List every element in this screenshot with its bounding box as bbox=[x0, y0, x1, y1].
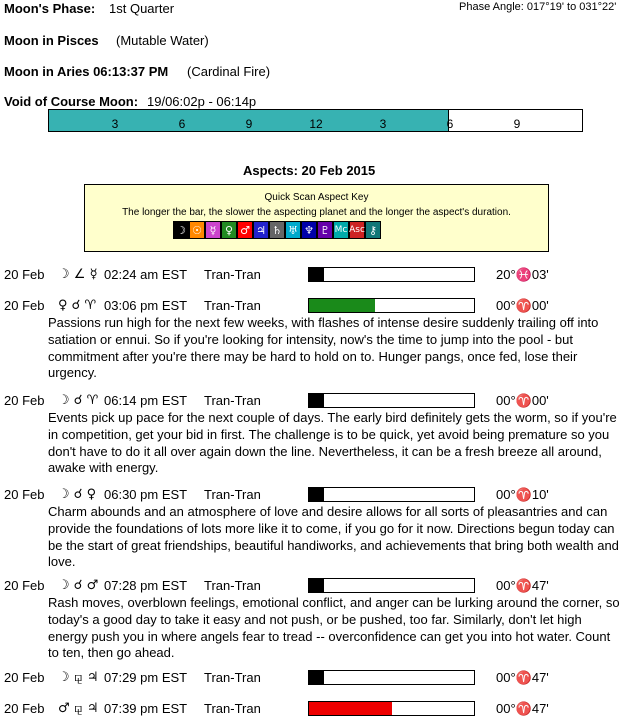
aspect-duration-bar bbox=[308, 298, 475, 313]
phase-angle: Phase Angle: 017°19' to 031°22' bbox=[459, 1, 617, 13]
aspect-position: 00°♈00' bbox=[496, 393, 549, 408]
aspect-duration-fill bbox=[309, 299, 375, 312]
aspect-description: Charm abounds and an atmosphere of love and desire allows for all sorts of pleasantries and can provide the foundations of lots more like it to come, if you go for it now. Directions begun today can be the start of great friendships, beautiful handiworks, and achievements that bring both wealth and love. bbox=[48, 504, 619, 570]
aspect-type: Tran-Tran bbox=[204, 393, 261, 408]
aspect-time: 03:06 pm EST bbox=[104, 298, 188, 313]
aspect-duration-bar bbox=[308, 393, 475, 408]
aspect-position: 20°♓03' bbox=[496, 267, 549, 282]
moon-sign-label: Moon in Pisces bbox=[4, 33, 99, 48]
aspect-date: 20 Feb bbox=[4, 670, 45, 685]
chiron-icon: ⚷ bbox=[365, 221, 381, 239]
aspect-row bbox=[4, 267, 624, 283]
aspect-duration-fill bbox=[309, 579, 324, 592]
aspect-type: Tran-Tran bbox=[204, 670, 261, 685]
void-label: Void of Course Moon: bbox=[4, 94, 139, 109]
aspect-date: 20 Feb bbox=[4, 298, 45, 313]
aspect-position: 00°♈47' bbox=[496, 701, 549, 716]
aspect-duration-bar bbox=[308, 267, 475, 282]
aspect-glyphs: ☽ ☌ ♂ bbox=[58, 578, 99, 593]
aspect-row bbox=[4, 670, 624, 686]
mars-icon: ♂ bbox=[237, 221, 253, 239]
aspect-description: Rash moves, overblown feelings, emotional conflict, and anger can be lurking around the corner, so today's a good day to take it easy and not push, or be pushed, too far. Similarly, don't let high energy push you in where angels fear to tread -- overconfidence can get you into hot water. Count to ten, then go ahead. bbox=[48, 595, 620, 661]
aspect-duration-fill bbox=[309, 702, 392, 715]
aspect-time: 07:39 pm EST bbox=[104, 701, 188, 716]
aspect-position: 00°♈47' bbox=[496, 578, 549, 593]
aspect-time: 06:14 pm EST bbox=[104, 393, 188, 408]
aspect-duration-bar bbox=[308, 487, 475, 502]
jupiter-icon: ♃ bbox=[253, 221, 269, 239]
aspect-glyphs: ☽ ☌ ♈ bbox=[58, 393, 99, 408]
phase-value: 1st Quarter bbox=[109, 1, 175, 16]
phase-label: Moon's Phase: bbox=[4, 1, 96, 16]
aspect-description: Events pick up pace for the next couple of days. The early bird definitely gets the worm, so if you're in competition, get your bid in first. The challenge is to be quick, yet avoid being premature so you don't have to do it all over again down the line. Nevertheless, it can be a fresh breeze all around, awake with energy. bbox=[48, 410, 617, 476]
sun-icon: ☉ bbox=[189, 221, 205, 239]
void-bar-tick: 6 bbox=[178, 117, 186, 131]
moon-icon: ☽ bbox=[173, 221, 189, 239]
aspect-duration-bar bbox=[308, 701, 475, 716]
aspect-duration-bar bbox=[308, 670, 475, 685]
aspect-time: 06:30 pm EST bbox=[104, 487, 188, 502]
aspect-row bbox=[4, 701, 624, 717]
aspect-key-subtitle: The longer the bar, the slower the aspecting planet and the longer the aspect's duration. bbox=[122, 207, 511, 218]
aspect-duration-fill bbox=[309, 488, 324, 501]
uranus-icon: ♅ bbox=[285, 221, 301, 239]
aspect-duration-bar bbox=[308, 578, 475, 593]
aspect-position: 00°♈00' bbox=[496, 298, 549, 313]
void-bar-tick: 6 bbox=[446, 117, 454, 131]
ascendant-icon: Asc bbox=[349, 221, 365, 239]
aspect-date: 20 Feb bbox=[4, 487, 45, 502]
aspect-key-box bbox=[84, 184, 549, 252]
void-bar-tick: 12 bbox=[309, 117, 323, 131]
aspect-duration-fill bbox=[309, 394, 324, 407]
aspect-glyphs: ☽ ☌ ♀ bbox=[58, 487, 97, 502]
aspect-type: Tran-Tran bbox=[204, 578, 261, 593]
aspect-type: Tran-Tran bbox=[204, 487, 261, 502]
aspect-duration-fill bbox=[309, 268, 324, 281]
moon-sign-element: (Mutable Water) bbox=[116, 33, 209, 48]
aspect-row bbox=[4, 298, 624, 314]
mercury-icon: ☿ bbox=[205, 221, 221, 239]
aspect-glyphs: ♀ ☌ ♈ bbox=[58, 298, 97, 313]
aspect-row bbox=[4, 487, 624, 503]
aspect-date: 20 Feb bbox=[4, 267, 45, 282]
venus-icon: ♀ bbox=[221, 221, 237, 239]
void-value: 19/06:02p - 06:14p bbox=[147, 94, 257, 109]
aspect-type: Tran-Tran bbox=[204, 267, 261, 282]
void-bar-tick: 9 bbox=[245, 117, 253, 131]
aspect-description: Passions run high for the next few weeks, with flashes of intense desire suddenly trailing off into satiation or ennui. So if you're looking for intensity, now's the time to jump into the pool - but commitment after you're there may be hard to hold on to. Hunger pangs, once fed, lose their urgency. bbox=[48, 315, 599, 381]
aspects-title: Aspects: 20 Feb 2015 bbox=[243, 163, 376, 178]
aspect-row bbox=[4, 578, 624, 594]
moon-ingress-element: (Cardinal Fire) bbox=[187, 64, 271, 79]
aspect-glyphs: ☽ ∠ ☿ bbox=[58, 267, 98, 282]
midheaven-icon: Mc bbox=[333, 221, 349, 239]
aspect-time: 02:24 am EST bbox=[104, 267, 188, 282]
void-bar-tick: 3 bbox=[111, 117, 119, 131]
pluto-icon: ♇ bbox=[317, 221, 333, 239]
moon-ingress-label: Moon in Aries 06:13:37 PM bbox=[4, 64, 169, 79]
aspect-glyphs: ♂ ⚼ ♃ bbox=[58, 701, 99, 716]
aspect-date: 20 Feb bbox=[4, 578, 45, 593]
void-bar-tick: 9 bbox=[513, 117, 521, 131]
saturn-icon: ♄ bbox=[269, 221, 285, 239]
aspect-position: 00°♈47' bbox=[496, 670, 549, 685]
aspect-position: 00°♈10' bbox=[496, 487, 549, 502]
aspect-row bbox=[4, 393, 624, 409]
aspect-glyphs: ☽ ⚼ ♃ bbox=[58, 670, 99, 685]
aspect-type: Tran-Tran bbox=[204, 298, 261, 313]
void-bar-tick: 3 bbox=[379, 117, 387, 131]
neptune-icon: ♆ bbox=[301, 221, 317, 239]
void-of-course-bar bbox=[48, 109, 583, 132]
aspect-key-icons bbox=[173, 221, 381, 239]
aspect-time: 07:29 pm EST bbox=[104, 670, 188, 685]
aspect-date: 20 Feb bbox=[4, 701, 45, 716]
aspect-date: 20 Feb bbox=[4, 393, 45, 408]
aspect-key-title: Quick Scan Aspect Key bbox=[264, 192, 369, 203]
aspect-duration-fill bbox=[309, 671, 324, 684]
aspect-type: Tran-Tran bbox=[204, 701, 261, 716]
aspect-time: 07:28 pm EST bbox=[104, 578, 188, 593]
